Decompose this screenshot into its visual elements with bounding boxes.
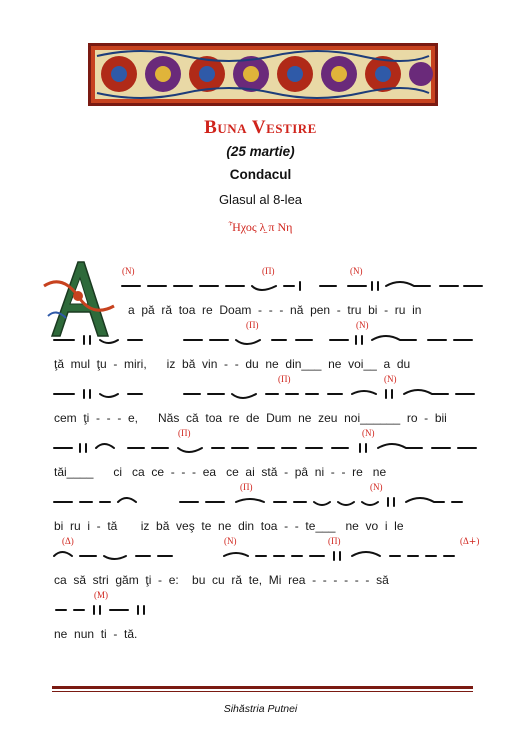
- footer-divider-thick: [52, 686, 473, 689]
- svg-text:(Ν): (Ν): [362, 428, 375, 438]
- neume-row-6: [54, 552, 454, 560]
- feast-date: (25 martie): [226, 144, 295, 159]
- lyric-line-3: cem ţi - - - e, Năs că toa re de Dum ne zeu noi______ ro - bii: [54, 411, 447, 425]
- svg-text:(Ν): (Ν): [356, 320, 369, 330]
- svg-text:(Π): (Π): [278, 374, 291, 384]
- lyric-line-1: a pă ră toa re Doam - - - nă pen - tru bi - ru in: [128, 303, 422, 317]
- neume-row-3: [54, 390, 474, 398]
- echos-martyria: Ἦχος λ̱ π Νη: [228, 220, 293, 234]
- svg-text:(Ν): (Ν): [122, 266, 135, 276]
- hymn-type: Condacul: [229, 167, 292, 182]
- svg-text:(Π): (Π): [262, 266, 275, 276]
- tone-label: Glasul al 8-lea: [218, 192, 303, 207]
- svg-text:(Π): (Π): [178, 428, 191, 438]
- svg-text:(Δ∔): (Δ∔): [460, 536, 480, 546]
- lyric-line-4: tăi____ ci ca ce - - - ea ce ai stă - pâ ni - - re ne: [54, 465, 387, 479]
- neume-row-7: [56, 606, 144, 614]
- lyric-line-2: ţă mul ţu - miri, iz bă vin - - du ne din___ ne voi__ a du: [54, 357, 411, 371]
- neume-row-5: [54, 498, 462, 506]
- footer-text: Sihăstria Putnei: [223, 703, 298, 715]
- footer-divider-thin: [52, 691, 473, 692]
- svg-text:(Ν): (Ν): [224, 536, 237, 546]
- svg-text:(Π): (Π): [246, 320, 259, 330]
- page-title: Buna Vestire: [204, 117, 317, 138]
- lyric-line-6: ca să stri găm ţi - e: bu cu ră te, Mi rea - - - - - - să: [54, 573, 389, 587]
- neume-row-4: [54, 444, 476, 452]
- svg-text:(Ν): (Ν): [370, 482, 383, 492]
- lyric-line-7: ne nun ti - tă.: [54, 627, 138, 641]
- neume-row-2: [54, 336, 472, 344]
- neume-row-1: [122, 282, 482, 290]
- svg-text:(Δ): (Δ): [62, 536, 74, 546]
- svg-text:(Ν): (Ν): [350, 266, 363, 276]
- svg-text:(Π): (Π): [240, 482, 253, 492]
- svg-text:(Μ): (Μ): [94, 590, 108, 600]
- svg-text:(Ν): (Ν): [384, 374, 397, 384]
- lyric-line-5: bi ru i - tă iz bă veş te ne din toa - - te___ ne vo i le: [54, 519, 404, 533]
- svg-text:(Π): (Π): [328, 536, 341, 546]
